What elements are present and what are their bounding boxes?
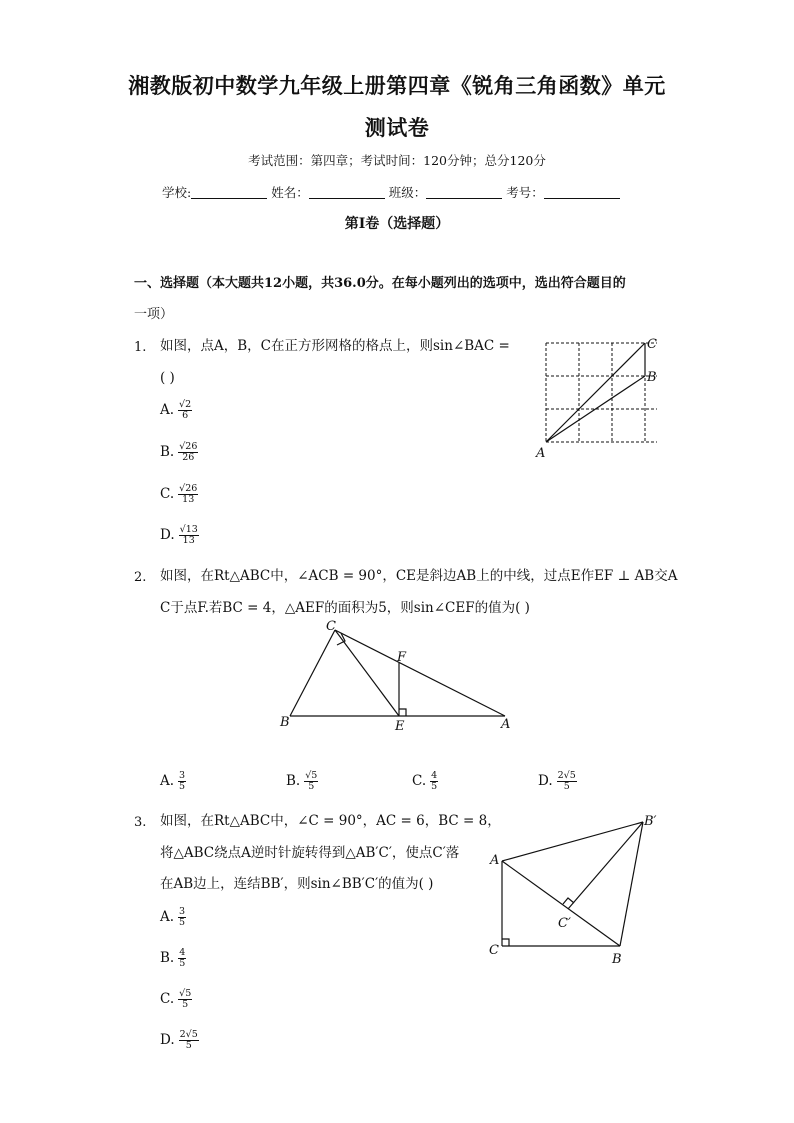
page-title: 湘教版初中数学九年级上册第四章《锐角三角函数》单元 xyxy=(128,73,666,98)
q2-option-b[interactable] xyxy=(286,771,318,792)
q3-stem-line2: 将△ABC绕点A逆时针旋转得到△AB′C′，使点C′落 xyxy=(160,845,460,861)
fraction xyxy=(557,771,577,792)
option-label: C. xyxy=(160,991,175,1007)
q1-option-d[interactable] xyxy=(160,525,199,546)
q2-triangle-figure xyxy=(275,618,525,736)
q2-number: 2. xyxy=(134,570,147,585)
q3-option-d[interactable] xyxy=(160,1030,199,1051)
q3-stem-line3: 在AB边上，连结BB′，则sin∠BB′C′的值为( ) xyxy=(160,876,434,892)
q1-option-c[interactable] xyxy=(160,484,198,505)
numerator: √26 xyxy=(179,441,198,452)
school-label: 学校: xyxy=(162,185,192,200)
option-label: A. xyxy=(160,402,175,418)
denominator: 5 xyxy=(308,781,315,792)
option-label: B. xyxy=(160,444,175,460)
option-label: D. xyxy=(160,527,175,543)
numerator: √26 xyxy=(179,483,198,494)
fraction xyxy=(178,948,186,969)
denominator: 5 xyxy=(179,917,186,928)
numerator: 4 xyxy=(431,770,438,781)
numerator: 2√5 xyxy=(179,1029,198,1040)
class-label: 班级： xyxy=(388,185,427,200)
label-b: B xyxy=(280,715,290,730)
number-label: 考号： xyxy=(506,185,544,200)
q1-grid-figure xyxy=(530,334,670,464)
school-blank[interactable] xyxy=(191,184,267,199)
option-label: D. xyxy=(160,1032,175,1048)
fraction xyxy=(178,484,198,505)
class-blank[interactable] xyxy=(426,184,502,199)
denominator: 5 xyxy=(431,781,438,792)
numerator: 3 xyxy=(179,770,186,781)
denominator: 5 xyxy=(182,999,189,1010)
denominator: 26 xyxy=(182,452,195,463)
q1-option-a[interactable] xyxy=(160,400,192,421)
label-c-prime: C′ xyxy=(558,916,571,931)
denominator: 6 xyxy=(182,410,189,421)
q3-option-b[interactable] xyxy=(160,948,186,969)
numerator: √5 xyxy=(305,770,318,781)
q2-stem-line2: C于点F.若BC = 4，△AEF的面积为5，则sin∠CEF的值为( ) xyxy=(160,600,530,616)
option-label: B. xyxy=(160,950,175,966)
q2-option-a[interactable] xyxy=(160,771,186,792)
volume-heading: 第I卷（选择题） xyxy=(344,216,450,232)
numerator: 2√5 xyxy=(557,770,576,781)
fraction xyxy=(179,1030,199,1051)
q2-stem-line1: 如图，在Rt△ABC中，∠ACB = 90°，CE是斜边AB上的中线，过点E作EF ⊥ AB交A xyxy=(160,568,678,584)
option-label: C. xyxy=(160,486,175,502)
denominator: 13 xyxy=(182,535,195,546)
label-a: A xyxy=(490,853,500,868)
label-f: F xyxy=(397,650,407,665)
numerator: √5 xyxy=(179,988,192,999)
fraction xyxy=(178,989,192,1010)
denominator: 5 xyxy=(179,958,186,969)
triangle-lines xyxy=(502,822,643,946)
denominator: 5 xyxy=(179,781,186,792)
q1-option-b[interactable] xyxy=(160,442,198,463)
numerator: √2 xyxy=(179,399,192,410)
label-a: A xyxy=(501,717,511,732)
numerator: 4 xyxy=(179,947,186,958)
q1-stem-line1: 如图，点A，B，C在正方形网格的格点上，则sin∠BAC = xyxy=(160,338,510,354)
student-info-fields xyxy=(162,183,642,201)
option-label: A. xyxy=(160,909,175,925)
denominator: 5 xyxy=(563,781,570,792)
label-b-prime: B′ xyxy=(644,814,657,829)
label-c: C xyxy=(647,337,657,352)
triangle-abc xyxy=(546,343,645,442)
option-label: D. xyxy=(538,773,553,789)
denominator: 13 xyxy=(182,494,195,505)
grid-lines xyxy=(546,343,657,442)
option-label: B. xyxy=(286,773,301,789)
name-blank[interactable] xyxy=(309,184,385,199)
section-heading: 一、选择题（本大题共12小题，共36.0分。在每小题列出的选项中，选出符合题目的 xyxy=(134,276,626,291)
label-e: E xyxy=(395,719,405,734)
numerator: √13 xyxy=(179,524,198,535)
q1-stem-line2: ( ) xyxy=(160,370,175,386)
q3-option-c[interactable] xyxy=(160,989,192,1010)
label-c: C xyxy=(326,619,336,634)
label-b: B xyxy=(612,952,622,967)
q3-rotation-figure xyxy=(478,808,668,970)
numerator: 3 xyxy=(179,906,186,917)
label-a: A xyxy=(536,446,546,461)
option-label: A. xyxy=(160,773,175,789)
fraction xyxy=(430,771,438,792)
fraction xyxy=(178,771,186,792)
fraction xyxy=(179,525,199,546)
q1-number: 1. xyxy=(134,340,147,355)
q2-option-d[interactable] xyxy=(538,771,577,792)
section-heading-line2: 一项） xyxy=(134,307,174,322)
label-c: C xyxy=(489,943,499,958)
option-label: C. xyxy=(412,773,427,789)
number-blank[interactable] xyxy=(544,184,620,199)
fraction xyxy=(178,400,192,421)
label-b: B xyxy=(647,370,657,385)
triangle-lines xyxy=(290,630,505,716)
name-label: 姓名： xyxy=(271,185,309,200)
q3-stem-line1: 如图，在Rt△ABC中，∠C = 90°，AC = 6，BC = 8， xyxy=(160,813,501,829)
q2-option-c[interactable] xyxy=(412,771,438,792)
fraction xyxy=(178,442,198,463)
exam-info: 考试范围：第四章；考试时间：120分钟；总分120分 xyxy=(248,153,546,168)
fraction xyxy=(304,771,318,792)
q3-number: 3. xyxy=(134,815,147,830)
denominator: 5 xyxy=(185,1040,192,1051)
q3-option-a[interactable] xyxy=(160,907,186,928)
fraction xyxy=(178,907,186,928)
page-title-line2: 测试卷 xyxy=(364,115,430,140)
